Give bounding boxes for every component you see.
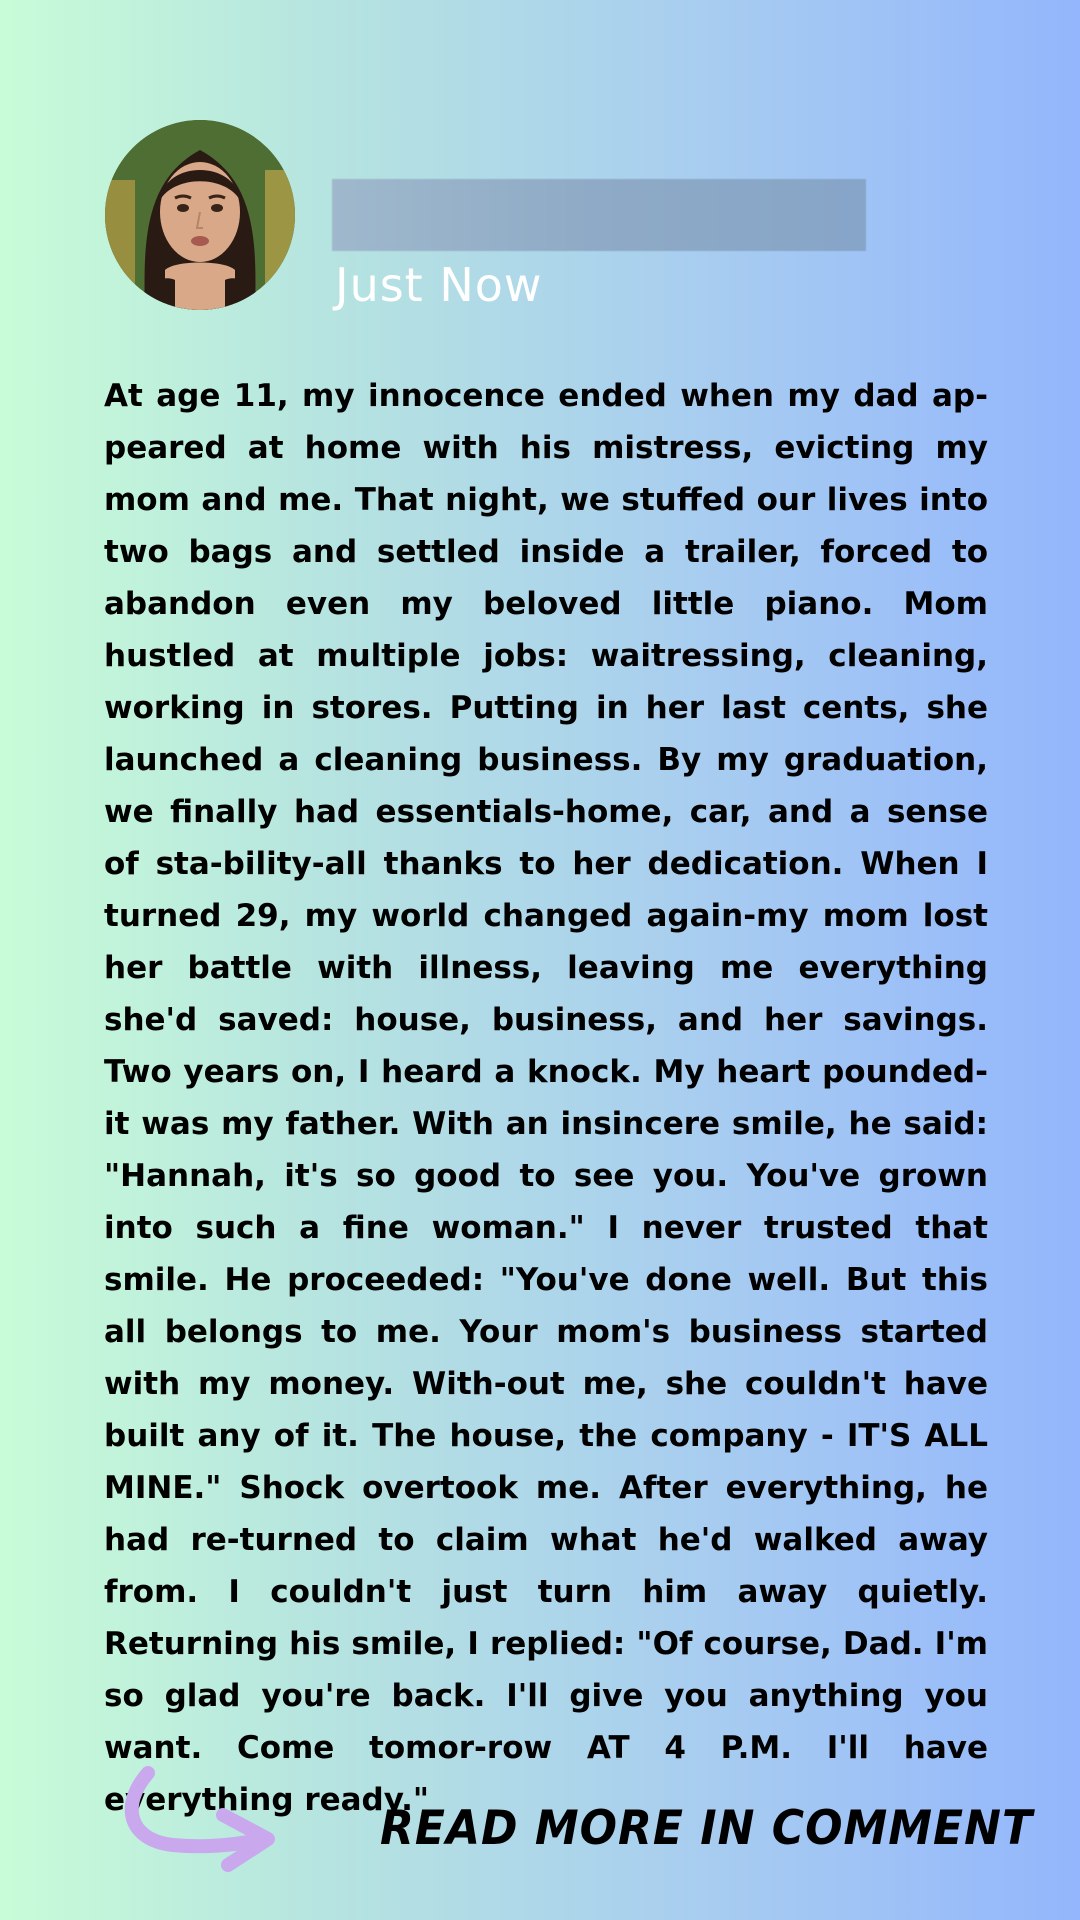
redacted-author-name	[332, 179, 866, 251]
read-more-cta[interactable]: READ MORE IN COMMENT	[380, 1800, 1033, 1857]
post-story-text: At age 11, my innocence ended when my dad ap-peared at home with his mistress, evicting my mom and me. That night, we stuffed our lives into two bags and settled inside a trailer, forced to abandon even my beloved little piano. Mom hustled at multiple jobs: waitressing, cleaning, working in stores. Putting in her last cents, she launched a cleaning business. By my graduation, we finally had essentials-home, car, and a sense of sta-bility-all thanks to her dedication. When I turned 29, my world changed again-my mom lost her battle with illness, leaving me everything she'd saved: house, business, and her savings. Two years on, I heard a knock. My heart pounded-it was my father. With an insincere smile, he said: "Hannah, it's so good to see you. You've grown into such a fine woman." I never trusted that smile. He proceeded: "You've done well. But this all belongs to me. Your mom's business started with my money. With-out me, she couldn't have built any of it. The house, the company - IT'S ALL MINE." Shock overtook me. After everything, he had re-turned to claim what he'd walked away from. I couldn't just turn him away quietly. Returning his smile, I replied: "Of course, Dad. I'm so glad you're back. I'll give you anything you want. Come tomor-row AT 4 P.M. I'll have everything ready."	[104, 378, 988, 1818]
woman-portrait-avatar-icon	[105, 120, 295, 310]
post-timestamp: Just Now	[335, 258, 543, 312]
curved-arrow-right-icon	[118, 1765, 288, 1875]
author-avatar[interactable]	[105, 120, 295, 310]
